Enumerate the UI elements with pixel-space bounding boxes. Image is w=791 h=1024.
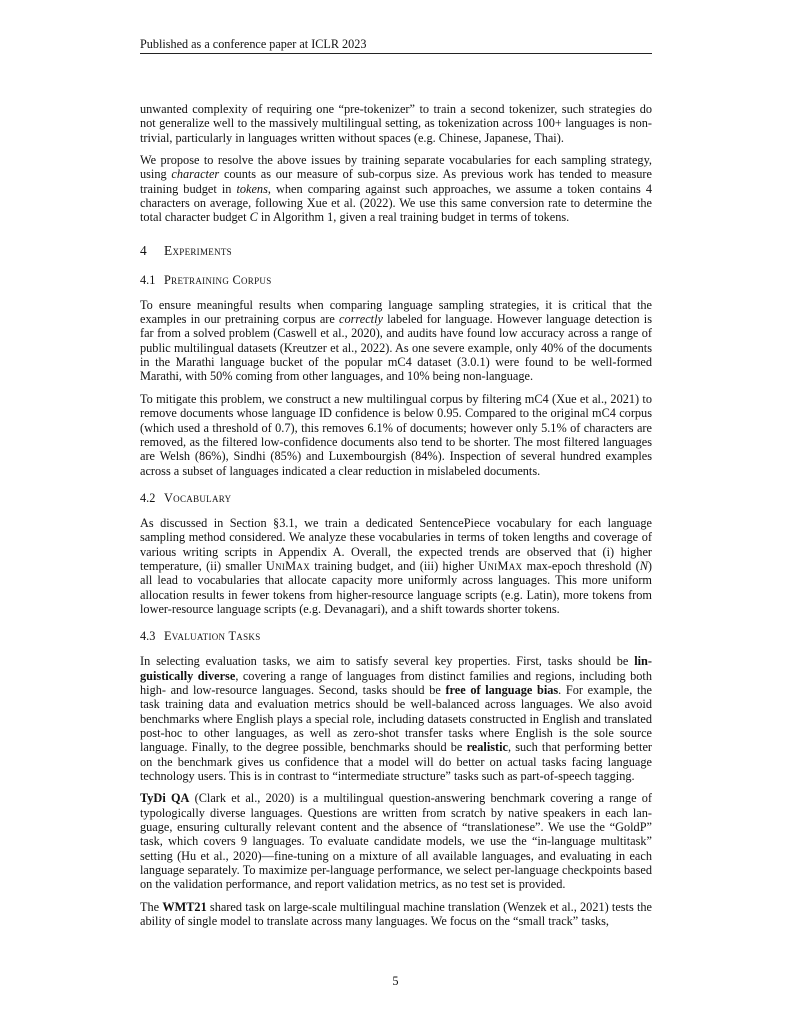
subsection-heading-pretraining-corpus: 4.1 Pretraining Corpus xyxy=(140,272,272,287)
page-number: 5 xyxy=(392,974,399,988)
running-head: Published as a conference paper at ICLR 2023 xyxy=(140,37,367,51)
paragraph-wmt21: The WMT21 shared task on large-scale multilingual machine translation (Wenzek et al., 2021) tests the ability of single model to translate across many languages. We focus on the “small track” tasks, xyxy=(140,899,652,929)
body-text xyxy=(140,102,652,936)
paragraph-language-detection: To ensure meaningful results when comparing language sampling strategies, it is critical that the examples in our pretraining corpus are correctly labeled for language. However language detection is far from a solved problem (Caswell et al., 2020), and audits have found low accuracy across a range of public multilingual datasets (Kreutzer et al., 2022). As one severe example, only 40% of the documents in the Marathi language bucket of the popular mC4 dataset (3.0.1) were found to be well-formed Marathi, with 50% coming from other languages, and 10% being non-language. xyxy=(140,297,652,384)
paragraph-task-properties: In selecting evaluation tasks, we aim to satisfy several key properties. First, tasks should be linguistically diverse, covering a range of languages from distinct families and regions, including both high- and low-resource languages. Second, tasks should be free of language bias. For example, the task training data and evaluation metrics should be well-balanced across languages. We also avoid benchmarks where English plays a special role, including datasets constructed in English and translated post-hoc to other languages, as well as zero-shot transfer tasks where English is the sole source language. Finally, to the degree possible, benchmarks should be realistic, such that performing better on the benchmark gives us confidence that a model will do better on actual tasks facing language technology users. This is in contrast to “intermediate structure” tasks such as part-of-speech tagging. xyxy=(140,654,652,784)
section-heading-experiments: 4 Experiments xyxy=(140,242,232,258)
subsection-heading-vocabulary: 4.2 Vocabulary xyxy=(140,490,232,505)
paragraph-vocabulary: As discussed in Section §3.1, we train a dedicated SentencePiece vocabulary for each language sampling method considered. We analyze these vocabularies in terms of token lengths and coverage of various writing scripts in Appendix A. Overall, the expected trends are observed that (i) higher temperature, (ii) smaller UniMax training budget, and (iii) higher UniMax max-epoch threshold (N) all lead to vocabularies that allocate capacity more uniformly across languages. This more uniform allocation results in fewer tokens from higher-resource language scripts (e.g. Latin), more tokens from lower-resource language scripts (e.g. Devanagari), and a shift towards shorter tokens. xyxy=(140,515,652,616)
subsection-heading-evaluation-tasks: 4.3 Evaluation Tasks xyxy=(140,629,261,644)
paragraph-corpus-filtering: To mitigate this problem, we construct a new multilingual corpus by filtering mC4 (Xue et al., 2021) to remove documents whose language ID confidence is below 0.95. Compared to the original mC4 corpus (which used a threshold of 0.7), this removes 6.1% of documents; however only 5.1% of characters are removed, as the filtered low-confidence documents also tend to be shorter. The most filtered languages are Welsh (86%), Sindhi (85%) and Luxembourgish (84%). Inspection of several hundred examples across a subset of languages indicated a clear reduction in mislabeled documents. xyxy=(140,391,652,478)
paragraph-tydi-qa: TyDi QA (Clark et al., 2020) is a multilingual question-answering benchmark covering a range of typologically diverse languages. Questions are written from scratch by native speakers in each language, ensuring culturally relevant content and the absence of “translationese”. We use the “GoldP” task, which covers 9 languages. To evaluate candidate models, we use the “in-language multitask” setting (Hu et al., 2020)—fine-tuning on a mixture of all available languages, and evaluating in each language separately. To maximize per-language performance, we select per-language checkpoints based on the validation performance, and report validation metrics, as no test set is provided. xyxy=(140,791,652,892)
paragraph-continuation: unwanted complexity of requiring one “pre-tokenizer” to train a second tokenizer, such strategies do not generalize well to the massively multilingual setting, as tokenization across 100+ languages is non-trivial, particularly in languages written without spaces (e.g. Chinese, Japanese, Thai). xyxy=(140,102,652,145)
header-rule xyxy=(140,53,652,54)
paragraph-vocab-proposal: We propose to resolve the above issues by training separate vocabularies for each sampling strategy, using character counts as our measure of sub-corpus size. As previous work has tended to measure training budget in tokens, when comparing against such approaches, we assume a token contains 4 characters on average, following Xue et al. (2022). We use this same conversion rate to determine the total character budget C in Algorithm 1, given a real training budget in terms of tokens. xyxy=(140,153,652,225)
